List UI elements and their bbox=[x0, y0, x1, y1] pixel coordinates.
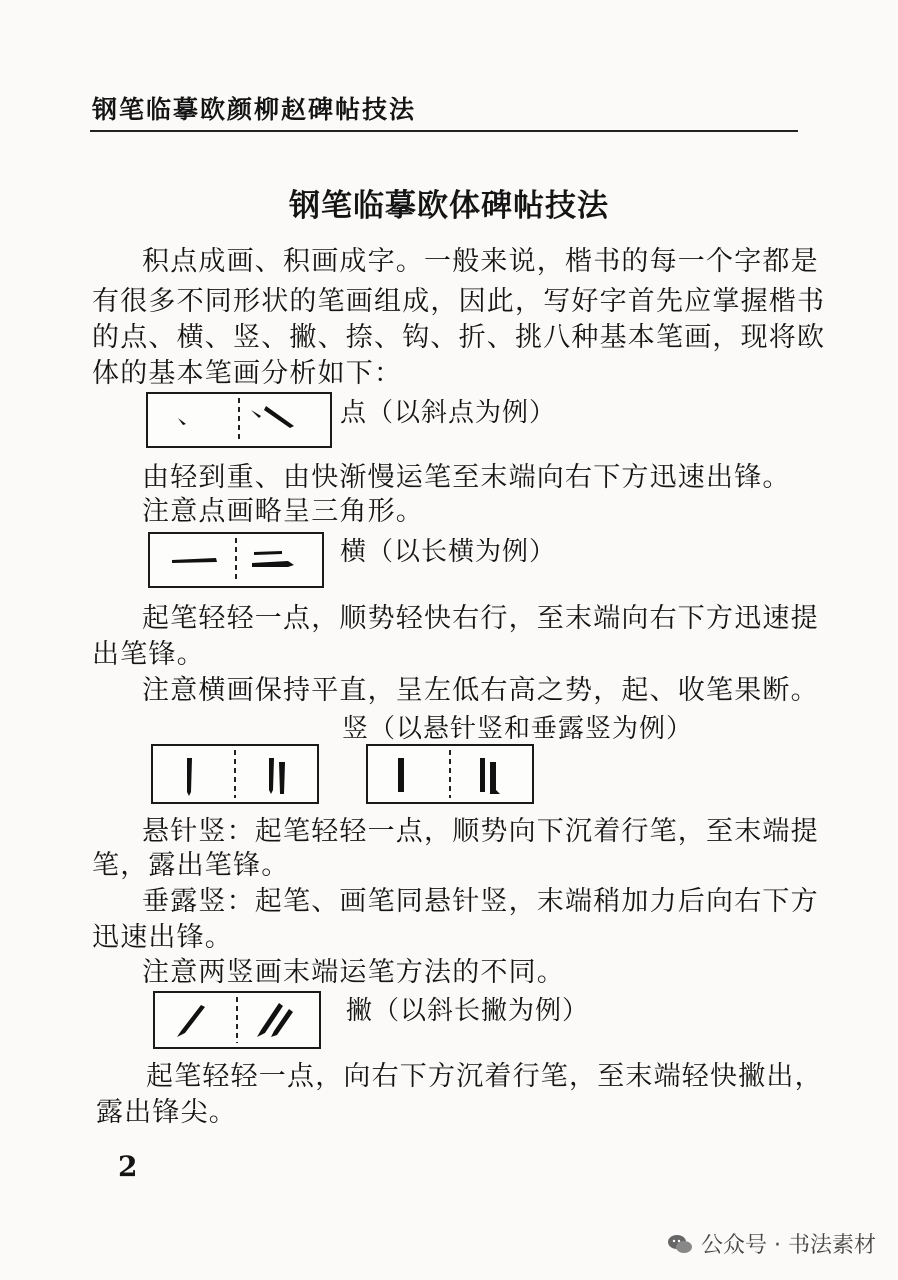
leftfall-stroke-illustration bbox=[155, 993, 319, 1047]
leftfall-line-1: 起笔轻轻一点，向右下方沉着行笔，至末端轻快撇出， bbox=[146, 1061, 823, 1092]
intro-line-1: 积点成画、积画成字。一般来说，楷书的每一个字都是 bbox=[142, 246, 819, 277]
wechat-icon bbox=[667, 1233, 693, 1255]
dot-caption: 点（以斜点为例） bbox=[340, 398, 557, 428]
intro-line-3: 的点、横、竖、撇、捺、钩、折、挑八种基本笔画，现将欧 bbox=[92, 322, 826, 353]
hanging-dew-illustration bbox=[368, 746, 532, 802]
dot-line-1: 由轻到重、由快渐慢运笔至末端向右下方迅速出锋。 bbox=[142, 462, 791, 493]
watermark-text: 公众号 · 书法素材 bbox=[701, 1233, 876, 1258]
horizontal-line-3: 注意横画保持平直，呈左低右高之势，起、收笔果断。 bbox=[142, 675, 819, 706]
watermark bbox=[667, 1228, 876, 1259]
suspended-needle-illustration bbox=[153, 746, 317, 802]
leftfall-caption: 撇（以斜长撇为例） bbox=[346, 996, 590, 1026]
running-header: 钢笔临摹欧颜柳赵碑帖技法 bbox=[92, 95, 417, 124]
vertical-line-5: 注意两竖画末端运笔方法的不同。 bbox=[142, 957, 565, 988]
horizontal-caption: 横（以长横为例） bbox=[340, 537, 557, 567]
intro-line-4: 体的基本笔画分析如下： bbox=[92, 358, 403, 389]
suspended-needle-example-box bbox=[151, 744, 319, 804]
leftfall-example-box bbox=[153, 991, 321, 1049]
vertical-line-3: 垂露竖：起笔、画笔同悬针竖，末端稍加力后向右下方 bbox=[142, 886, 819, 917]
horizontal-line-2: 出笔锋。 bbox=[92, 639, 205, 670]
intro-line-2: 有很多不同形状的笔画组成，因此，写好字首先应掌握楷书 bbox=[92, 286, 826, 317]
horizontal-line-1: 起笔轻轻一点，顺势轻快右行，至末端向右下方迅速提 bbox=[142, 603, 819, 634]
vertical-line-1: 悬针竖：起笔轻轻一点，顺势向下沉着行笔，至末端提 bbox=[142, 816, 819, 847]
page-number: 2 bbox=[118, 1150, 138, 1183]
horizontal-stroke-illustration bbox=[150, 534, 322, 586]
vertical-line-4: 迅速出锋。 bbox=[92, 922, 233, 953]
dot-example-box bbox=[146, 392, 332, 448]
dot-stroke-illustration bbox=[148, 394, 330, 446]
horizontal-example-box bbox=[148, 532, 324, 588]
dot-line-2: 注意点画略呈三角形。 bbox=[142, 496, 424, 527]
page-title: 钢笔临摹欧体碑帖技法 bbox=[289, 188, 609, 224]
vertical-line-2: 笔，露出笔锋。 bbox=[92, 850, 290, 881]
vertical-caption: 竖（以悬针竖和垂露竖为例） bbox=[342, 714, 694, 744]
header-rule bbox=[90, 130, 798, 132]
hanging-dew-example-box bbox=[366, 744, 534, 804]
leftfall-line-2: 露出锋尖。 bbox=[96, 1097, 237, 1128]
